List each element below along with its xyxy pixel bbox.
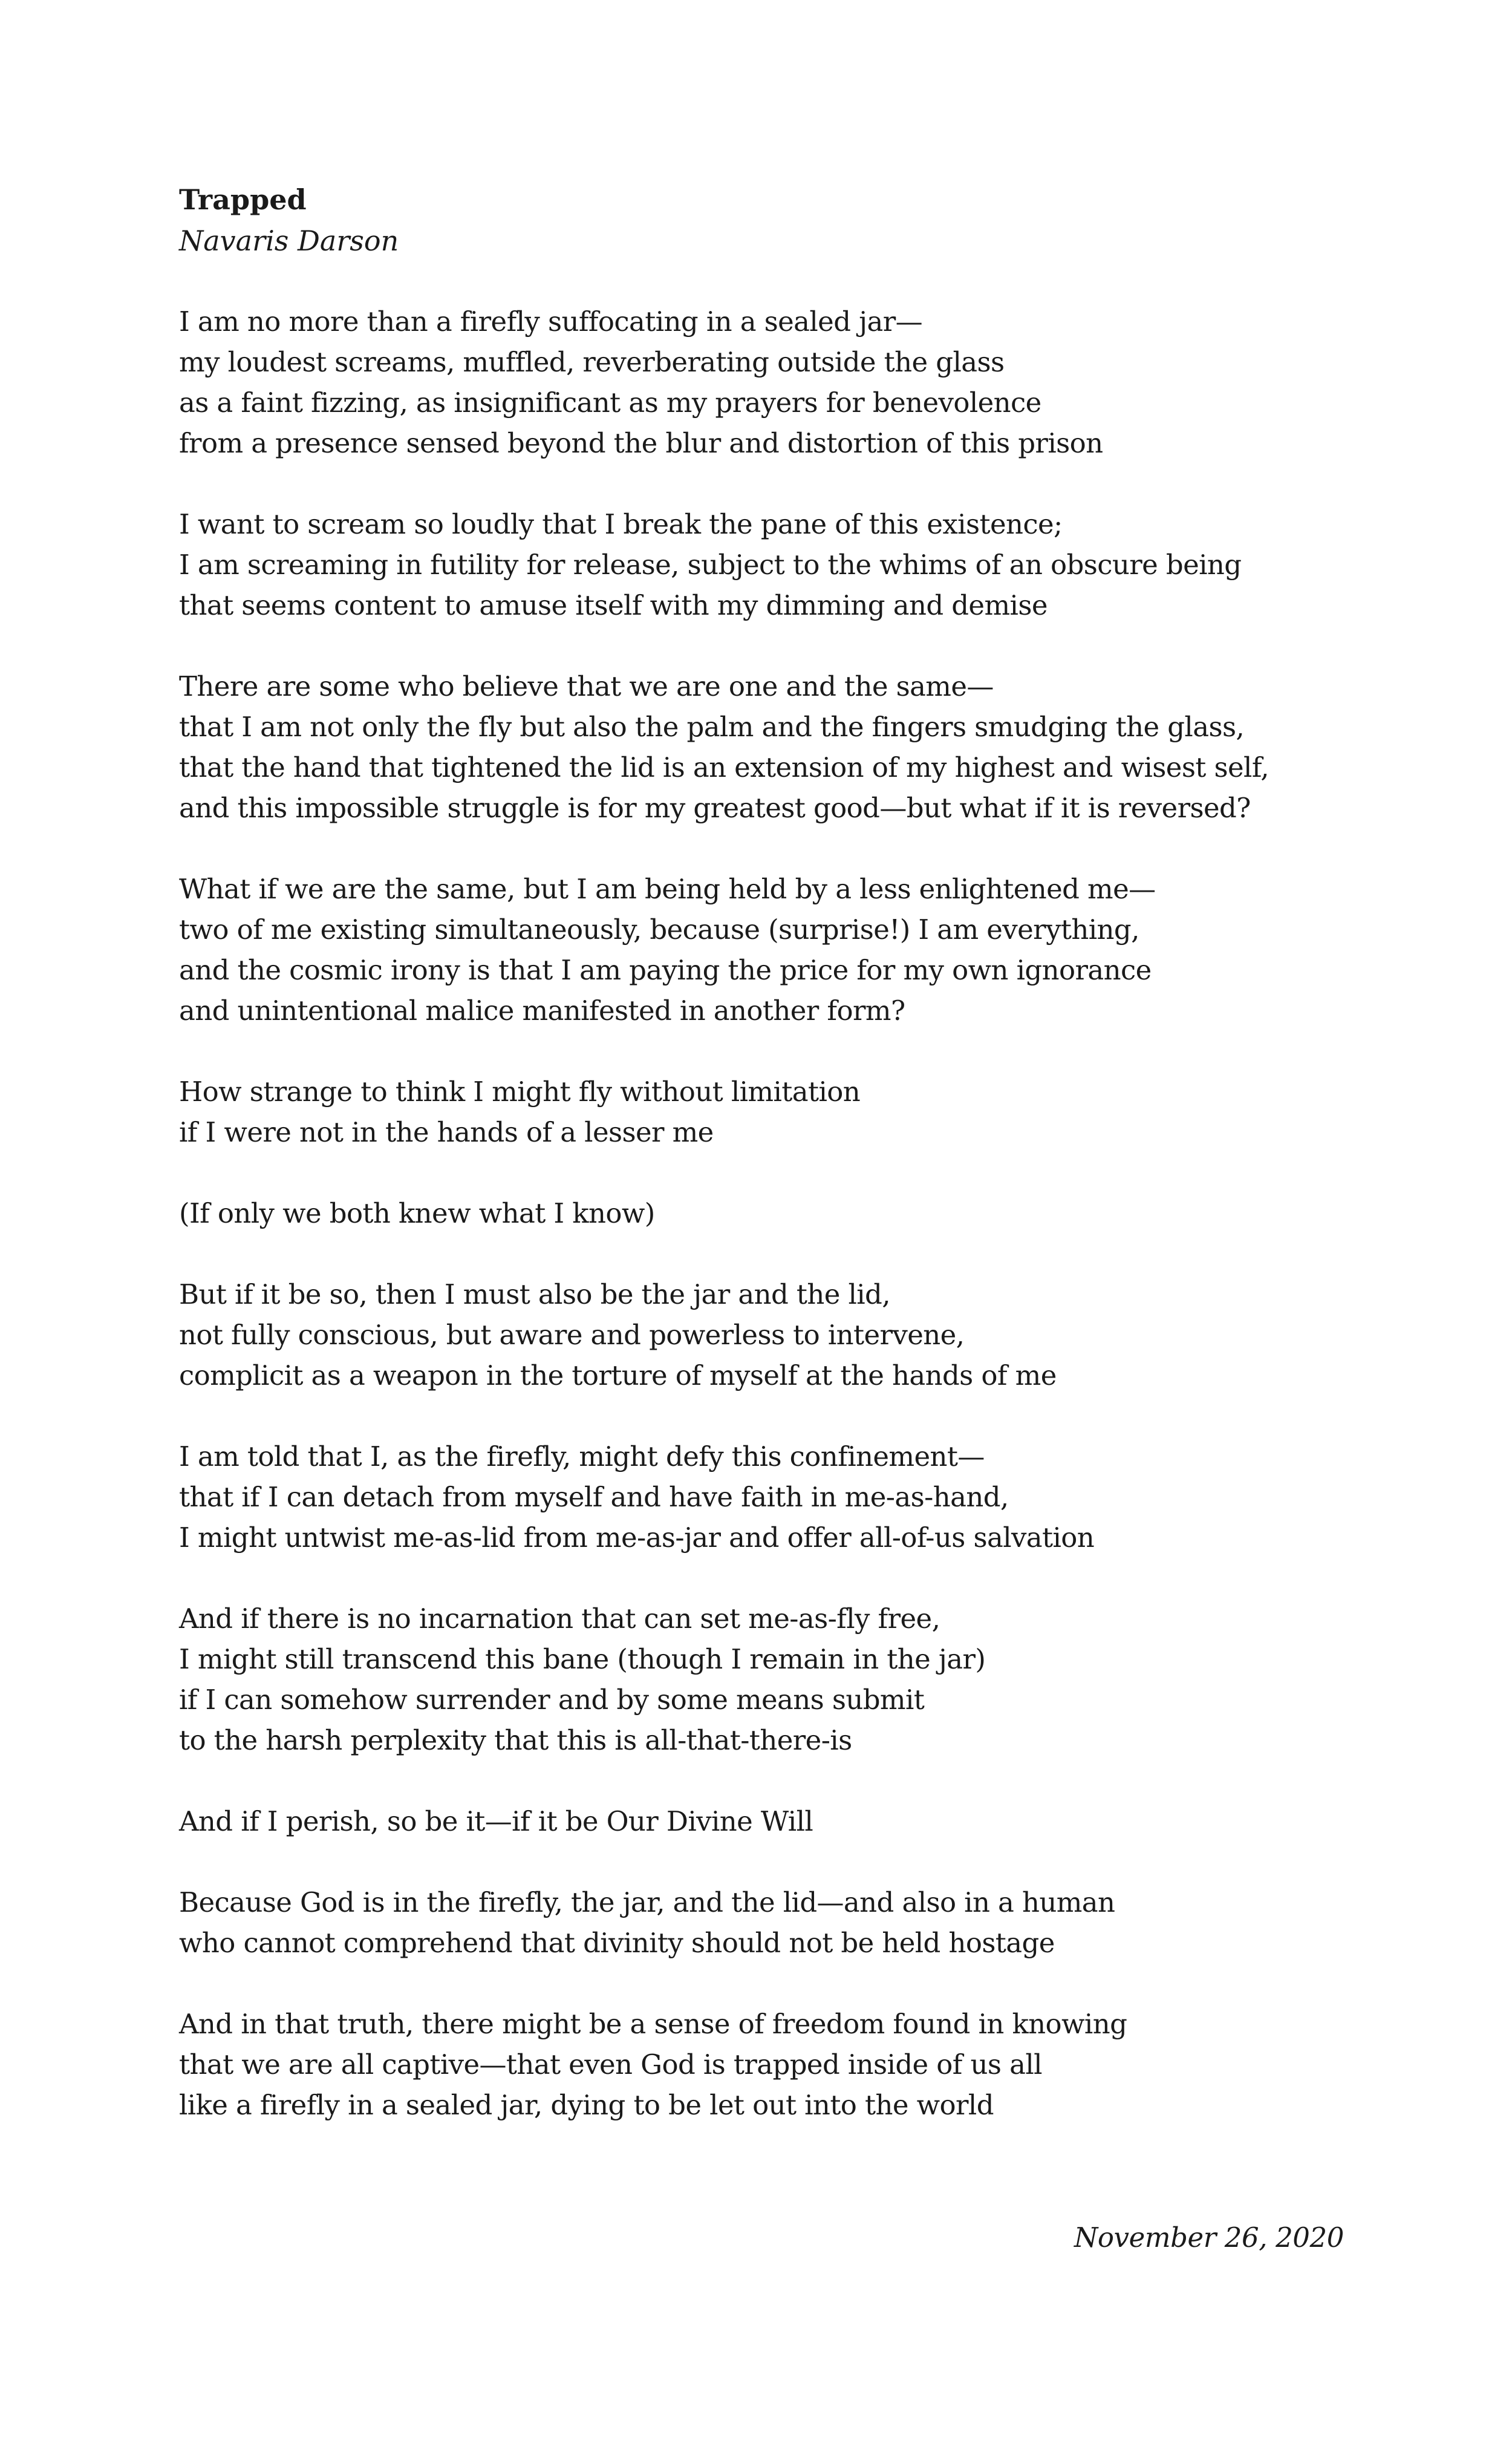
poem-line: complicit as a weapon in the torture of myself at the hands of me <box>179 1359 1057 1391</box>
poem-line: I am no more than a firefly suffocating in a sealed jar— <box>179 306 923 338</box>
poem-line: And if there is no incarnation that can set me-as-fly free, <box>179 1603 940 1635</box>
stanza <box>179 1193 1389 1234</box>
poem-title: Trapped <box>179 183 307 216</box>
stanza <box>179 1274 1389 1396</box>
poem-line: that the hand that tightened the lid is an extension of my highest and wisest self, <box>179 751 1269 783</box>
poem-line: that if I can detach from myself and have faith in me-as-hand, <box>179 1481 1009 1513</box>
stanza <box>179 2004 1389 2125</box>
poem-line: who cannot comprehend that divinity should not be held hostage <box>179 1927 1055 1959</box>
poem-line: There are some who believe that we are one and the same— <box>179 670 994 702</box>
poem-line: like a firefly in a sealed jar, dying to be let out into the world <box>179 2089 994 2121</box>
poem-line: I am told that I, as the firefly, might defy this confinement— <box>179 1440 985 1473</box>
poem-line: I am screaming in futility for release, subject to the whims of an obscure being <box>179 549 1242 581</box>
poem-line: Because God is in the firefly, the jar, and the lid—and also in a human <box>179 1886 1115 1918</box>
poem-line: my loudest screams, muffled, reverberating outside the glass <box>179 346 1005 378</box>
poem-line: not fully conscious, but aware and powerless to intervene, <box>179 1319 965 1351</box>
poem-line: if I can somehow surrender and by some means submit <box>179 1684 925 1716</box>
poem-body <box>179 301 1389 2166</box>
stanza <box>179 666 1389 828</box>
poem-line: I want to scream so loudly that I break the pane of this existence; <box>179 508 1063 540</box>
poem-date: November 26, 2020 <box>1074 2221 1344 2254</box>
poem-line: to the harsh perplexity that this is all-that-there-is <box>179 1724 852 1756</box>
poem-line: I might still transcend this bane (though I remain in the jar) <box>179 1643 986 1675</box>
poem-line: And if I perish, so be it—if it be Our Divine Will <box>179 1805 813 1837</box>
poem-line: that seems content to amuse itself with my dimming and demise <box>179 589 1048 621</box>
poem-line: and unintentional malice manifested in another form? <box>179 995 905 1027</box>
poem-line: from a presence sensed beyond the blur and distortion of this prison <box>179 427 1103 459</box>
poem-author: Navaris Darson <box>179 224 399 257</box>
stanza <box>179 1071 1389 1152</box>
poem-line: And in that truth, there might be a sense of freedom found in knowing <box>179 2008 1127 2040</box>
stanza <box>179 1801 1389 1842</box>
poem-line: I might untwist me-as-lid from me-as-jar and offer all-of-us salvation <box>179 1522 1095 1554</box>
poem-line: (If only we both knew what I know) <box>179 1197 655 1229</box>
poem-line: What if we are the same, but I am being held by a less enlightened me— <box>179 873 1156 905</box>
poem-line: that I am not only the fly but also the palm and the fingers smudging the glass, <box>179 711 1245 743</box>
stanza <box>179 504 1389 626</box>
stanza <box>179 301 1389 463</box>
poem-line: and the cosmic irony is that I am paying the price for my own ignorance <box>179 954 1152 986</box>
stanza <box>179 1436 1389 1558</box>
poem-line: and this impossible struggle is for my greatest good—but what if it is reversed? <box>179 792 1251 824</box>
poem-line: as a faint fizzing, as insignificant as my prayers for benevolence <box>179 387 1041 419</box>
poem-line: But if it be so, then I must also be the jar and the lid, <box>179 1278 890 1310</box>
stanza <box>179 869 1389 1031</box>
poem-line: two of me existing simultaneously, because (surprise!) I am everything, <box>179 914 1139 946</box>
stanza <box>179 1598 1389 1760</box>
poem-line: How strange to think I might fly without limitation <box>179 1076 861 1108</box>
stanza <box>179 1882 1389 1963</box>
poem-line: that we are all captive—that even God is trapped inside of us all <box>179 2048 1042 2081</box>
poem-line: if I were not in the hands of a lesser me <box>179 1116 714 1148</box>
